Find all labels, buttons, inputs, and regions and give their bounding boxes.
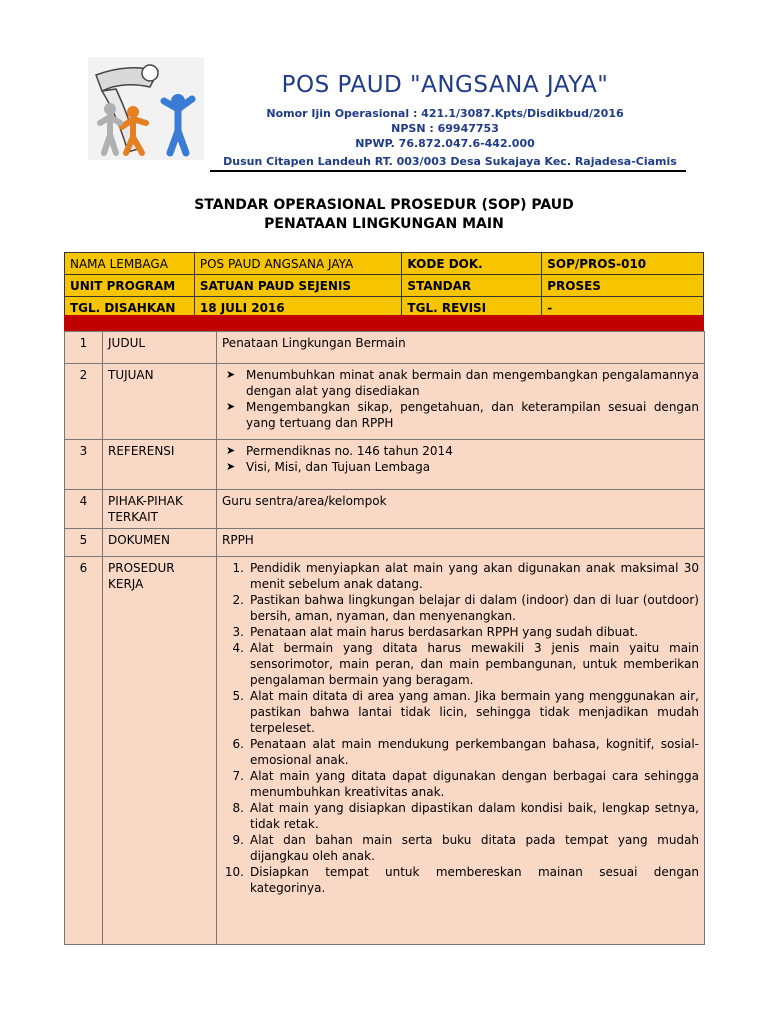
table-row xyxy=(65,332,705,364)
list-item: 6. Penataan alat main mendukung perkembangan bahasa, kognitif, sosial-emosional anak. xyxy=(232,737,699,767)
row-label: TUJUAN xyxy=(103,364,217,440)
table-row xyxy=(65,490,705,529)
meta-key: KODE DOK. xyxy=(402,253,542,275)
list-item: ➤ Menumbuhkan minat anak bermain dan mengembangkan pengalamannya dengan alat yang disediakan xyxy=(222,367,699,399)
meta-key: UNIT PROGRAM xyxy=(65,275,195,297)
row-number: 4 xyxy=(65,490,103,529)
meta-value: - xyxy=(542,297,704,319)
list-item: 7. Alat main yang ditata dapat digunakan dengan berbagai cara sehingga menumbuhkan kreativitas anak. xyxy=(232,769,699,799)
permit-number: Nomor Ijin Operasional : 421.1/3087.Kpts/Disdikbud/2016 xyxy=(266,107,624,120)
meta-row xyxy=(65,253,704,275)
row-number: 6 xyxy=(65,557,103,945)
row-content: Penataan Lingkungan Bermain xyxy=(217,332,705,364)
meta-row xyxy=(65,275,704,297)
meta-value: SATUAN PAUD SEJENIS xyxy=(194,275,402,297)
document-meta-table xyxy=(64,252,704,319)
row-number: 1 xyxy=(65,332,103,364)
meta-key: TGL. DISAHKAN xyxy=(65,297,195,319)
meta-value: 18 JULI 2016 xyxy=(194,297,402,319)
list-item: 3. Penataan alat main harus berdasarkan RPPH yang sudah dibuat. xyxy=(232,625,639,639)
list-item: 2. Pastikan bahwa lingkungan belajar di dalam (indoor) dan di luar (outdoor) bersih, aman, nyaman, dan menyenangkan. xyxy=(232,593,699,623)
meta-key: TGL. REVISI xyxy=(402,297,542,319)
row-content: RPPH xyxy=(217,529,705,557)
meta-value: POS PAUD ANGSANA JAYA xyxy=(194,253,402,275)
school-name: POS PAUD "ANGSANA JAYA" xyxy=(281,72,609,98)
meta-key: NAMA LEMBAGA xyxy=(65,253,195,275)
npsn: NPSN : 69947753 xyxy=(391,122,499,135)
meta-key: STANDAR xyxy=(402,275,542,297)
red-separator-bar xyxy=(64,315,704,331)
letterhead xyxy=(210,72,680,151)
list-item: ➤ Permendiknas no. 146 tahun 2014 xyxy=(222,443,699,459)
row-label: PROSEDUR KERJA xyxy=(103,557,217,945)
row-number: 5 xyxy=(65,529,103,557)
list-item: 8. Alat main yang disiapkan dipastikan dalam kondisi baik, lengkap setnya, tidak retak. xyxy=(232,801,699,831)
row-label: JUDUL xyxy=(103,332,217,364)
row-label: REFERENSI xyxy=(103,440,217,490)
row-number: 2 xyxy=(65,364,103,440)
list-item: 9. Alat dan bahan main serta buku ditata pada tempat yang mudah dijangkau oleh anak. xyxy=(232,833,699,863)
list-item: ➤ Visi, Misi, dan Tujuan Lembaga xyxy=(222,459,699,475)
row-content xyxy=(217,364,705,440)
title-line-1: STANDAR OPERASIONAL PROSEDUR (SOP) PAUD xyxy=(194,197,574,213)
row-label: DOKUMEN xyxy=(103,529,217,557)
list-item: 1. Pendidik menyiapkan alat main yang akan digunakan anak maksimal 30 menit sebelum anak datang. xyxy=(232,561,699,591)
list-item: 4. Alat bermain yang ditata harus mewakili 3 jenis main yaitu main sensorimotor, main peran, dan main pembangunan, untuk memberikan pengalaman bermain yang beragam. xyxy=(232,641,699,687)
row-label: PIHAK-PIHAK TERKAIT xyxy=(103,490,217,529)
row-content xyxy=(217,440,705,490)
row-content xyxy=(217,557,705,945)
row-number: 3 xyxy=(65,440,103,490)
table-row xyxy=(65,364,705,440)
row-content: Guru sentra/area/kelompok xyxy=(217,490,705,529)
school-logo xyxy=(88,57,204,160)
table-row xyxy=(65,529,705,557)
sop-content-table xyxy=(64,331,705,945)
table-row xyxy=(65,440,705,490)
meta-value: SOP/PROS-010 xyxy=(542,253,704,275)
list-item: ➤ Mengembangkan sikap, pengetahuan, dan keterampilan sesuai dengan yang tertuang dan RPPH xyxy=(222,399,699,431)
table-row xyxy=(65,557,705,945)
school-address: Dusun Citapen Landeuh RT. 003/003 Desa Sukajaya Kec. Rajadesa-Ciamis xyxy=(223,155,677,168)
header-divider xyxy=(210,170,686,172)
document-title xyxy=(64,196,704,234)
list-item: 10. Disiapkan tempat untuk membereskan mainan sesuai dengan kategorinya. xyxy=(224,865,699,895)
npwp: NPWP. 76.872.047.6-442.000 xyxy=(355,137,535,150)
list-item: 5. Alat main ditata di area yang aman. Jika bermain yang menggunakan air, pastikan bahwa lantai tidak licin, sehingga tidak menjadikan mudah terpeleset. xyxy=(232,689,699,735)
title-line-2: PENATAAN LINGKUNGAN MAIN xyxy=(264,216,504,232)
meta-value: PROSES xyxy=(542,275,704,297)
